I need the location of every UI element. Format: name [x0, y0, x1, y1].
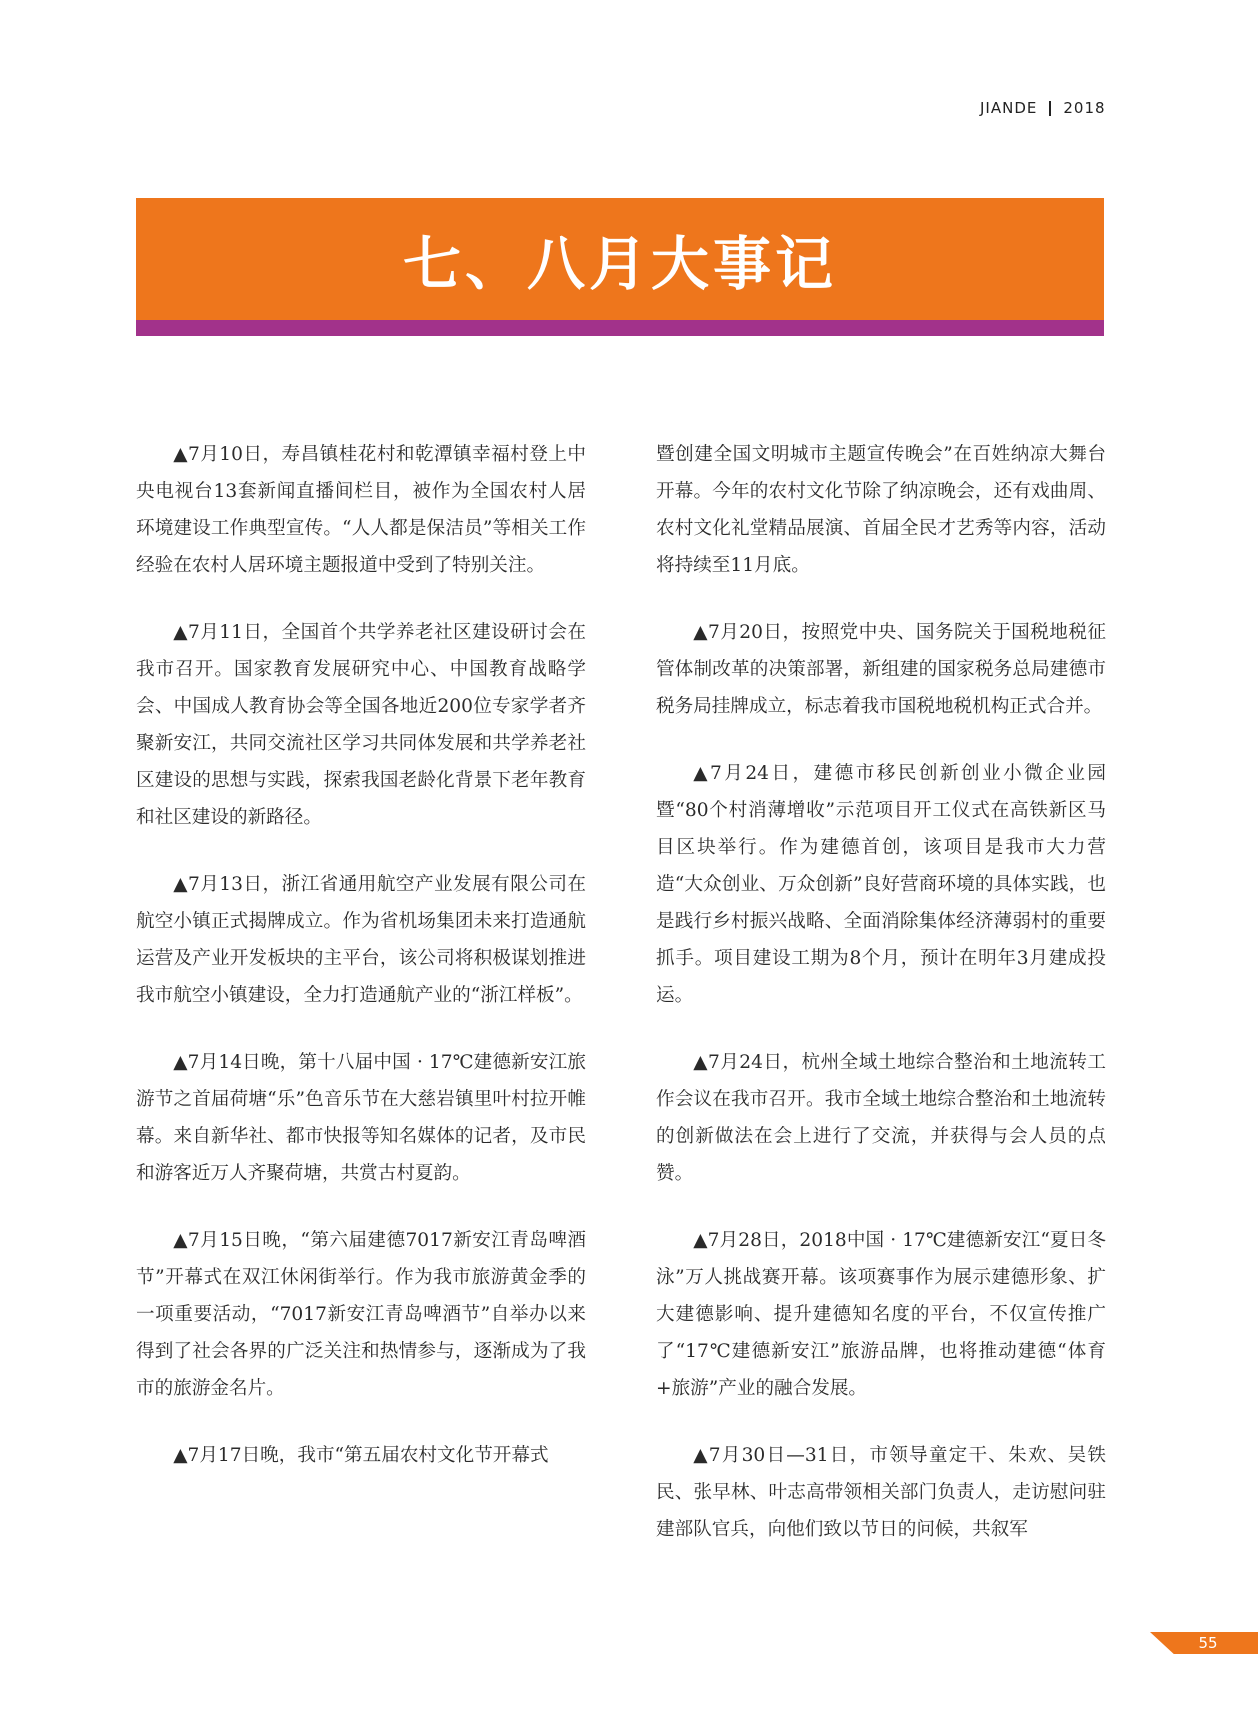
page-number: 55: [1198, 1634, 1218, 1652]
header-year: 2018: [1063, 99, 1106, 117]
event-item: ▲7月28日，2018中国 · 17℃建德新安江“夏日冬泳”万人挑战赛开幕。该项赛事作为展示建德形象、扩大建德影响、提升建德知名度的平台，不仅宣传推广了“17℃建德新安江”旅游品牌，也将推动建德“体育+旅游”产业的融合发展。: [656, 1230, 1106, 1399]
page-title: 七、八月大事记: [402, 230, 837, 298]
event-item-continued: 暨创建全国文明城市主题宣传晚会”在百姓纳凉大舞台开幕。今年的农村文化节除了纳凉晚会，还有戏曲周、农村文化礼堂精品展演、首届全民才艺秀等内容，活动将持续至11月底。: [656, 444, 1106, 576]
event-item: ▲7月15日晚，“第六届建德7017新安江青岛啤酒节”开幕式在双江休闲街举行。作为我市旅游黄金季的一项重要活动，“7017新安江青岛啤酒节”自举办以来得到了社会各界的广泛关注和热情参与，逐渐成为了我市的旅游金名片。: [136, 1230, 586, 1399]
event-item: ▲7月17日晚，我市“第五届农村文化节开幕式: [173, 1445, 549, 1466]
left-column: [136, 436, 586, 1504]
header-brand: JIANDE: [980, 99, 1038, 117]
header-divider: [1049, 101, 1051, 116]
event-item: ▲7月10日，寿昌镇桂花村和乾潭镇幸福村登上中央电视台13套新闻直播间栏目，被作为全国农村人居环境建设工作典型宣传。“人人都是保洁员”等相关工作经验在农村人居环境主题报道中受到了特别关注。: [136, 444, 586, 576]
running-header: [980, 96, 1180, 120]
event-item: ▲7月20日，按照党中央、国务院关于国税地税征管体制改革的决策部署，新组建的国家税务总局建德市税务局挂牌成立，标志着我市国税地税机构正式合并。: [656, 622, 1106, 717]
event-item: ▲7月13日，浙江省通用航空产业发展有限公司在航空小镇正式揭牌成立。作为省机场集团未来打造通航运营及产业开发板块的主平台，该公司将积极谋划推进我市航空小镇建设，全力打造通航产业的“浙江样板”。: [136, 874, 586, 1006]
event-item: ▲7月24日，杭州全域土地综合整治和土地流转工作会议在我市召开。我市全域土地综合整治和土地流转的创新做法在会上进行了交流，并获得与会人员的点赞。: [656, 1052, 1106, 1184]
title-banner: [136, 198, 1104, 320]
event-item: ▲7月11日，全国首个共学养老社区建设研讨会在我市召开。国家教育发展研究中心、中国教育战略学会、中国成人教育协会等全国各地近200位专家学者齐聚新安江，共同交流社区学习共同体发展和共学养老社区建设的思想与实践，探索我国老龄化背景下老年教育和社区建设的新路径。: [136, 622, 586, 828]
event-item: ▲7月30日—31日，市领导童定干、朱欢、吴铁民、张早林、叶志高带领相关部门负责人，走访慰问驻建部队官兵，向他们致以节日的问候，共叙军: [656, 1445, 1106, 1540]
right-column: [656, 436, 1106, 1578]
event-item: ▲7月24日，建德市移民创新创业小微企业园暨“80个村消薄增收”示范项目开工仪式在高铁新区马目区块举行。作为建德首创，该项目是我市大力营造“大众创业、万众创新”良好营商环境的具体实践，也是践行乡村振兴战略、全面消除集体经济薄弱村的重要抓手。项目建设工期为8个月，预计在明年3月建成投运。: [656, 763, 1106, 1006]
event-item: ▲7月14日晚，第十八届中国 · 17℃建德新安江旅游节之首届荷塘“乐”色音乐节在大慈岩镇里叶村拉开帷幕。来自新华社、都市快报等知名媒体的记者，及市民和游客近万人齐聚荷塘，共赏古村夏韵。: [136, 1052, 586, 1184]
title-underline-stripe: [136, 320, 1104, 336]
